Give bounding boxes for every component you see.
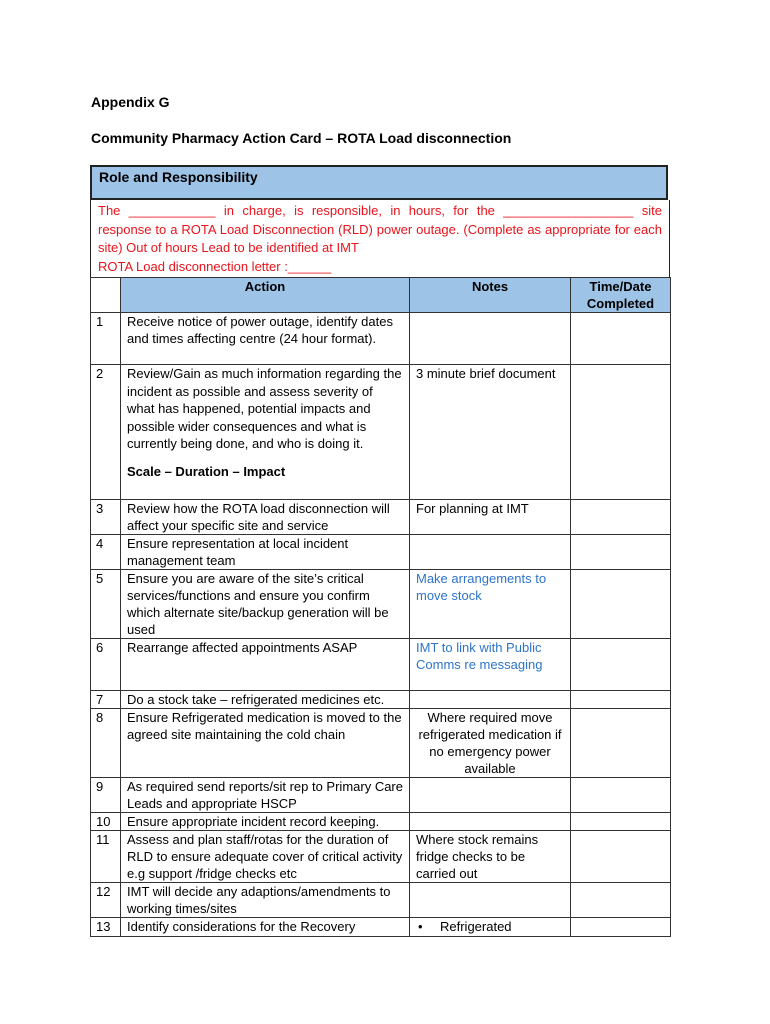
- table-row: [91, 918, 671, 937]
- action-cell: [121, 365, 410, 500]
- time-cell[interactable]: [571, 813, 671, 831]
- row-number: 11: [91, 831, 121, 883]
- row-number: 5: [91, 570, 121, 639]
- table-row: [91, 639, 671, 691]
- notes-cell: [410, 918, 571, 937]
- action-cell: Ensure you are aware of the site’s critical services/functions and ensure you confirm which alternate site/backup generation will be used: [121, 570, 410, 639]
- time-cell[interactable]: [571, 535, 671, 570]
- notes-cell: [410, 813, 571, 831]
- time-cell[interactable]: [571, 365, 671, 500]
- action-cell: Review how the ROTA load disconnection will affect your specific site and service: [121, 500, 410, 535]
- action-cell: Ensure representation at local incident management team: [121, 535, 410, 570]
- row-number: 2: [91, 365, 121, 500]
- row-number: 6: [91, 639, 121, 691]
- notes-cell: [410, 535, 571, 570]
- table-row: [91, 535, 671, 570]
- table-row: [91, 778, 671, 813]
- time-cell[interactable]: [571, 500, 671, 535]
- action-table: [90, 277, 671, 937]
- intro-letter-line: ROTA Load disconnection letter :______: [98, 258, 332, 274]
- action-text: Review/Gain as much information regarding the incident as possible and assess severity of what has happened, potential impacts and possible wider consequences and what is currently being done, and who is doing it.: [127, 366, 402, 451]
- time-cell[interactable]: [571, 639, 671, 691]
- table-header-row: [91, 278, 671, 313]
- action-cell: As required send reports/sit rep to Primary Care Leads and appropriate HSCP: [121, 778, 410, 813]
- table-row: [91, 365, 671, 500]
- notes-cell: Make arrangements to move stock: [410, 570, 571, 639]
- time-cell[interactable]: [571, 570, 671, 639]
- row-number: 7: [91, 691, 121, 709]
- page-title: Community Pharmacy Action Card – ROTA Load disconnection: [91, 130, 512, 146]
- time-cell[interactable]: [571, 691, 671, 709]
- notes-text: Refrigerated: [440, 919, 512, 934]
- time-cell[interactable]: [571, 918, 671, 937]
- time-cell[interactable]: [571, 883, 671, 918]
- row-number: 9: [91, 778, 121, 813]
- row-number: 4: [91, 535, 121, 570]
- row-number: 12: [91, 883, 121, 918]
- appendix-label: Appendix G: [91, 94, 170, 110]
- notes-cell: 3 minute brief document: [410, 365, 571, 500]
- notes-cell: Where required move refrigerated medication if no emergency power available: [410, 709, 571, 778]
- row-number: 8: [91, 709, 121, 778]
- header-notes: Notes: [410, 278, 571, 313]
- notes-cell: [410, 313, 571, 365]
- notes-cell: [410, 691, 571, 709]
- action-cell: IMT will decide any adaptions/amendments to working times/sites: [121, 883, 410, 918]
- row-number: 10: [91, 813, 121, 831]
- notes-cell: [410, 778, 571, 813]
- header-time: Time/Date Completed: [571, 278, 671, 313]
- table-row: [91, 691, 671, 709]
- action-cell: Assess and plan staff/rotas for the duration of RLD to ensure adequate cover of critical activity e.g support /fridge checks etc: [121, 831, 410, 883]
- action-cell: Do a stock take – refrigerated medicines etc.: [121, 691, 410, 709]
- table-row: [91, 570, 671, 639]
- action-cell: Receive notice of power outage, identify dates and times affecting centre (24 hour format).: [121, 313, 410, 365]
- table-row: [91, 709, 671, 778]
- header-number: [91, 278, 121, 313]
- time-cell[interactable]: [571, 831, 671, 883]
- intro-paragraph: The ____________ in charge, is responsible, in hours, for the __________________ site response to a ROTA Load Disconnection (RLD) power outage. (Complete as appropriate for each site) Out of hours Lead to be identified at IMT: [98, 203, 662, 255]
- role-header: [90, 165, 668, 200]
- intro-text: [90, 200, 670, 277]
- row-number: 3: [91, 500, 121, 535]
- time-cell[interactable]: [571, 709, 671, 778]
- action-cell: Identify considerations for the Recovery: [121, 918, 410, 937]
- action-cell: Ensure appropriate incident record keeping.: [121, 813, 410, 831]
- notes-cell: Where stock remains fridge checks to be carried out: [410, 831, 571, 883]
- row-number: 1: [91, 313, 121, 365]
- time-cell[interactable]: [571, 778, 671, 813]
- notes-cell: [410, 883, 571, 918]
- time-cell[interactable]: [571, 313, 671, 365]
- notes-cell: For planning at IMT: [410, 500, 571, 535]
- table-row: [91, 500, 671, 535]
- bullet-icon: •: [418, 919, 423, 934]
- table-row: [91, 313, 671, 365]
- action-subheading: Scale – Duration – Impact: [127, 463, 286, 479]
- table-row: [91, 883, 671, 918]
- table-row: [91, 813, 671, 831]
- role-header-text: Role and Responsibility: [99, 169, 258, 185]
- action-cell: Ensure Refrigerated medication is moved to the agreed site maintaining the cold chain: [121, 709, 410, 778]
- header-action: Action: [121, 278, 410, 313]
- action-cell: Rearrange affected appointments ASAP: [121, 639, 410, 691]
- row-number: 13: [91, 918, 121, 937]
- notes-cell: IMT to link with Public Comms re messaging: [410, 639, 571, 691]
- table-row: [91, 831, 671, 883]
